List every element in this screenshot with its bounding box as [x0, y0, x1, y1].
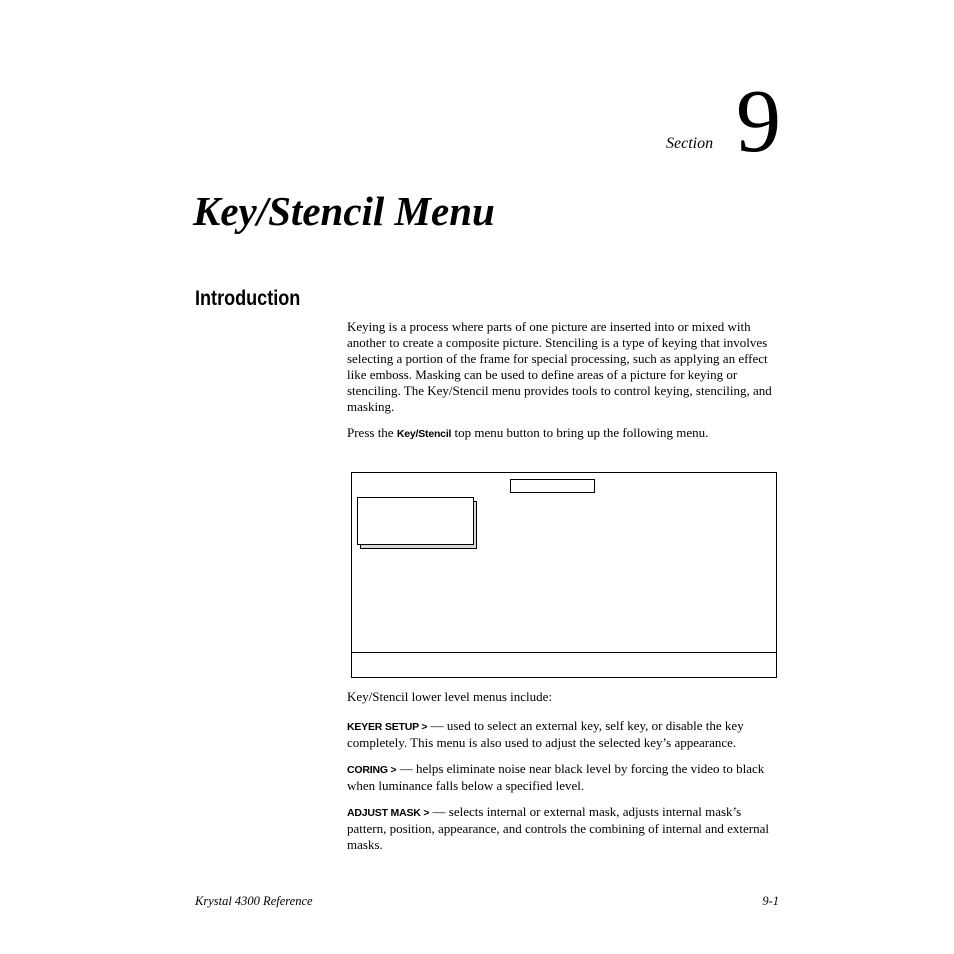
footer-document-title: Krystal 4300 Reference [195, 894, 313, 908]
intro-paragraph: Keying is a process where parts of one picture are inserted into or mixed with another to create a composite picture. Stenciling is a type of keying that involves selecting a portion of the frame for special processing, such as applying an effect like emboss. Masking can be used to define areas of a picture for keying or stenciling. The Key/Stencil menu provides tools to control keying, stenciling, and masking. [347, 319, 772, 414]
section-label: Section [666, 135, 714, 152]
adjust-mask-description: — selects internal or external mask, adjusts internal mask’s pattern, position, appearance, and controls the combining of internal and external masks. [347, 804, 769, 852]
adjust-mask-item [347, 804, 781, 853]
coring-item [347, 761, 781, 794]
press-text-after: top menu button to bring up the following menu. [451, 425, 709, 440]
key-stencil-button-name: Key/Stencil [396, 428, 452, 440]
menu-figure [351, 472, 777, 678]
keyer-setup-description: — used to select an external key, self key, or disable the key completely. This menu is also used to adjust the selected key’s appearance. [347, 718, 744, 750]
press-instruction [347, 425, 781, 442]
section-number: 9 [736, 72, 781, 171]
page-title: Key/Stencil Menu [193, 188, 495, 234]
menu-status-bar [352, 652, 776, 653]
menu-title-box [510, 479, 595, 493]
section-heading: Introduction [195, 287, 301, 310]
lower-menus-intro: Key/Stencil lower level menus include: [347, 689, 553, 704]
footer-page-number: 9-1 [762, 894, 779, 908]
keyer-setup-item [347, 718, 781, 751]
adjust-mask-term: ADJUST MASK > [347, 807, 430, 819]
keyer-setup-term: KEYER SETUP > [347, 721, 428, 733]
coring-term: CORING > [347, 764, 397, 776]
menu-panel [357, 497, 474, 545]
coring-description: — helps eliminate noise near black level by forcing the video to black when luminance falls below a specified level. [347, 761, 765, 793]
press-text-before: Press the [347, 425, 397, 440]
